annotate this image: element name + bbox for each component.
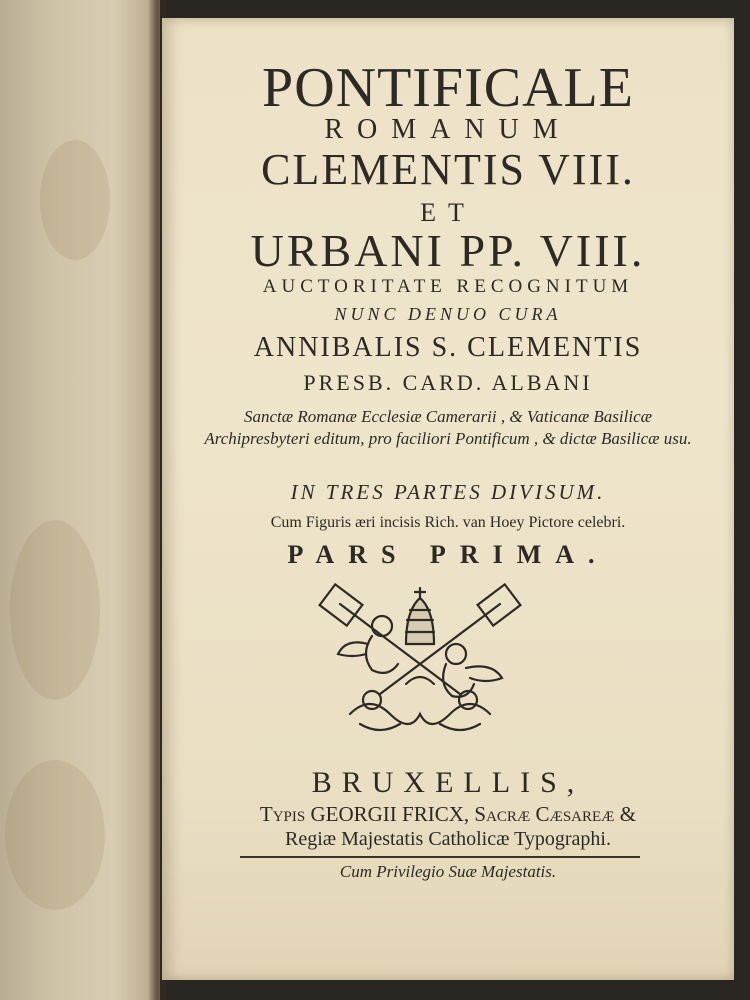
divider-rule	[240, 856, 640, 858]
page-stain	[5, 760, 105, 910]
nunc-denuo-line: NUNC DENUO CURA	[334, 304, 562, 324]
presb-card-line: PRESB. CARD. ALBANI	[303, 370, 593, 395]
et-line: ET	[420, 198, 476, 227]
auctoritate-line: AUCTORITATE RECOGNITUM	[262, 276, 634, 297]
figuris-line: Cum Figuris æri incisis Rich. van Hoey Pictore celebri.	[270, 514, 626, 531]
main-title: PONTIFICALE	[262, 57, 634, 119]
clementis-line: CLEMENTIS VIII.	[261, 145, 635, 194]
annibalis-line: ANNIBALIS S. CLEMENTIS	[253, 332, 643, 363]
imprint-majesty: Regiæ Majestatis Catholicæ Typographi.	[285, 828, 611, 850]
page-stain	[40, 140, 110, 260]
title-page	[162, 18, 734, 980]
urbani-line: URBANI PP. VIII.	[250, 225, 646, 276]
pars-prima-line: PARS PRIMA.	[287, 540, 609, 569]
privilege-line: Cum Privilegio Suæ Majestatis.	[339, 862, 557, 881]
papal-keys-tiara-cherubs-icon	[310, 574, 530, 744]
facing-blank-page	[0, 0, 160, 1000]
subtitle-romanum: ROMANUM	[324, 114, 572, 145]
tres-partes-line: IN TRES PARTES DIVISUM.	[290, 480, 606, 504]
page-stain	[10, 520, 100, 700]
description-paragraph: Sanctæ Romanæ Ecclesiæ Camerarii , & Vaticanæ Basilicæ Archipresbyteri editum, pro faciliori Pontificum , & dictæ Basilicæ usu.	[204, 407, 692, 448]
imprint-city: BRUXELLIS,	[311, 766, 585, 799]
imprint-printer: Typis GEORGII FRICX, Sacræ Cæsareæ &	[259, 802, 637, 826]
